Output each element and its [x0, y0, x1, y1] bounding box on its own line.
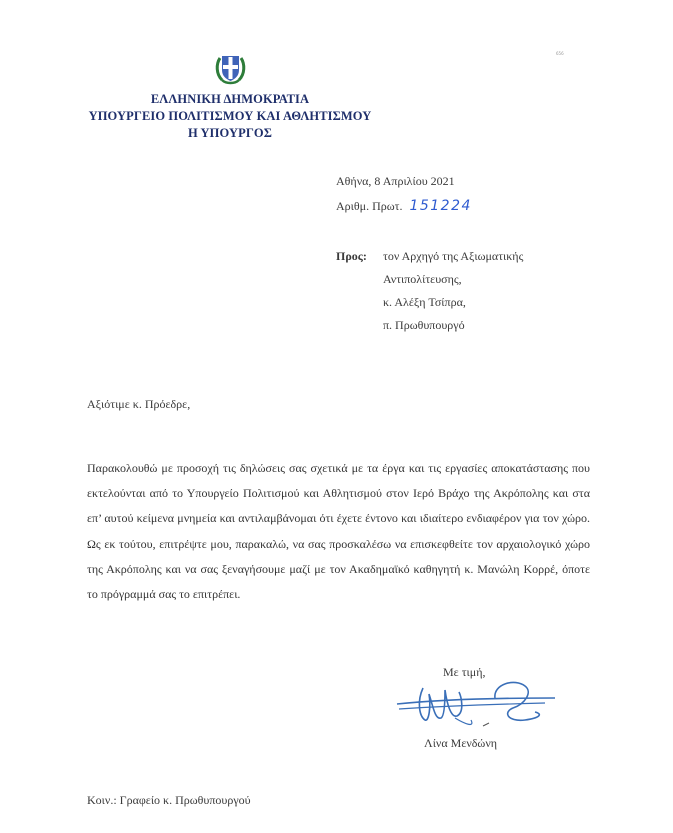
closing: Με τιμή,	[443, 665, 486, 679]
signer-name: Λίνα Μενδώνη	[424, 736, 498, 750]
letterhead-republic: ΕΛΛΗΝΙΚΗ ΔΗΜΟΚΡΑΤΙΑ	[150, 92, 310, 106]
protocol-line	[336, 198, 472, 214]
letter-date: Αθήνα, 8 Απριλίου 2021	[336, 174, 455, 188]
salutation: Αξιότιμε κ. Πρόεδρε,	[87, 397, 191, 411]
protocol-label: Αριθμ. Πρωτ.	[336, 199, 403, 213]
letterhead-minister: Η ΥΠΟΥΡΓΟΣ	[187, 126, 273, 140]
letterhead-ministry: ΥΠΟΥΡΓΕΙΟ ΠΟΛΙΤΙΣΜΟΥ ΚΑΙ ΑΘΛΗΤΙΣΜΟΥ	[88, 109, 372, 123]
recipient-line: π. Πρωθυπουργό	[383, 318, 465, 332]
recipient-line: τον Αρχηγό της Αξιωματικής	[383, 249, 524, 263]
letter-body: Παρακολουθώ με προσοχή τις δηλώσεις σας σχετικά με τα έργα και τις εργασίες αποκατάστασης που εκτελούνται από το Υπουργείο Πολιτισμού και Αθλητισμού στον Ιερό Βράχο της Ακρόπολης και στα επ’ αυτού κείμενα μνημεία και αντιλαμβάνομαι ότι έχετε έντονο και ιδιαίτερο ενδιαφέρον για τον χώρο. Ως εκ τούτου, επιτρέψτε μου, παρακαλώ, να σας προσκαλέσω να επισκεφθείτε τον αρχαιολογικό χώρο της Ακρόπολης και να σας ξεναγήσουμε μαζί με τον Ακαδημαϊκό καθηγητή κ. Μανώλη Κορρέ, όποτε το πρόγραμμά σας το επιτρέπει.	[87, 461, 590, 602]
recipient-line: Αντιπολίτευσης,	[383, 272, 462, 286]
protocol-number: 151224	[409, 198, 472, 214]
corner-mark: 656	[556, 51, 564, 56]
handwritten-signature-icon	[395, 676, 560, 736]
recipient-line: κ. Αλέξη Τσίπρα,	[383, 295, 466, 309]
cc-line: Κοιν.: Γραφείο κ. Πρωθυπουργού	[87, 793, 251, 807]
greek-coat-of-arms-icon	[214, 50, 247, 86]
recipient-label: Προς:	[336, 249, 367, 263]
